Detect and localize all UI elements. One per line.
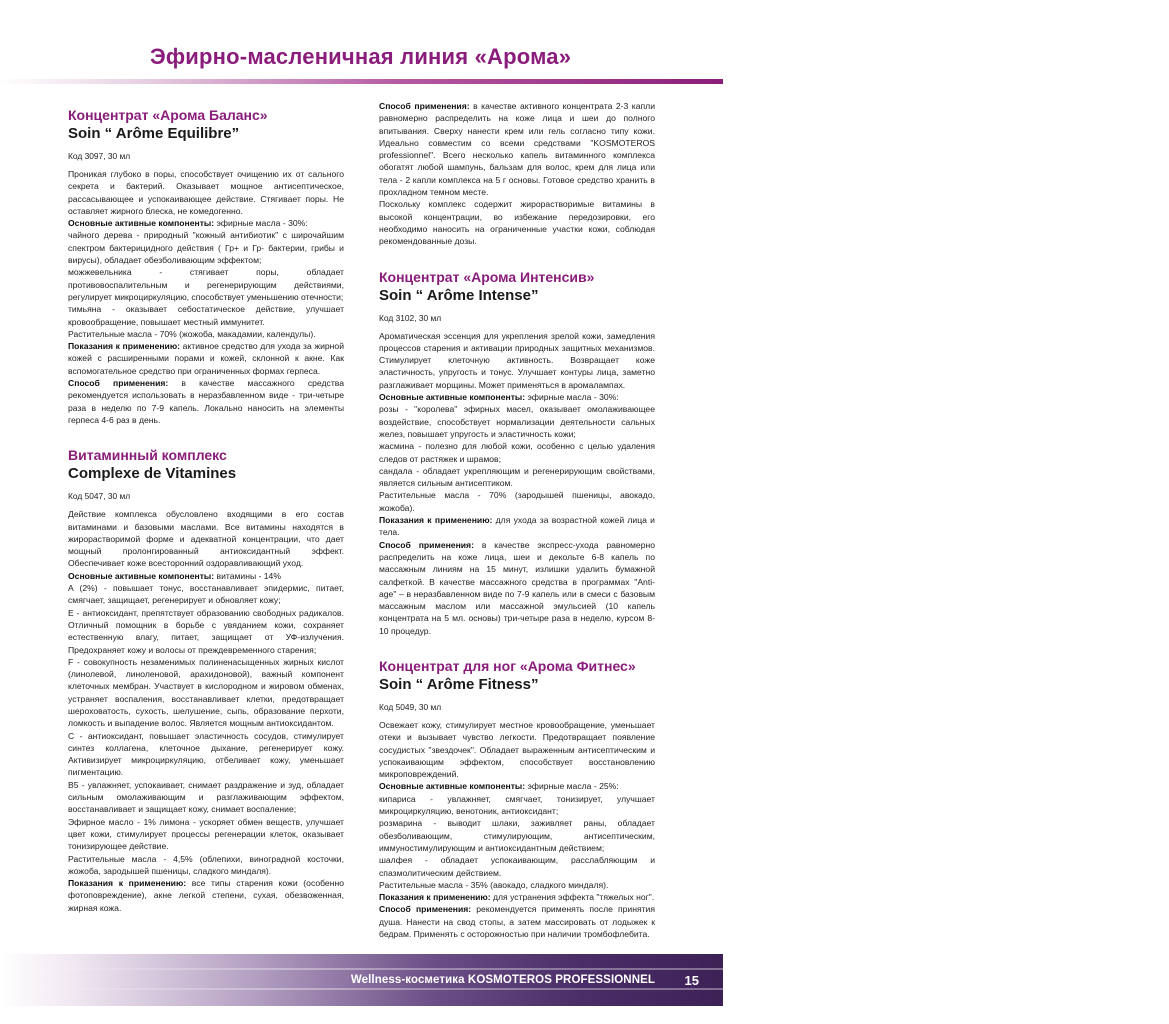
footer-banner xyxy=(0,954,723,1006)
paragraph-label: Основные активные компоненты: xyxy=(379,392,526,403)
paragraph-text: Действие комплекса обусловлено входящими в его состав витаминами и базовыми маслами. Все витамины находятся в жирорастворимой форме и адекватной концентрации, что дает мощный пролонгированный антиоксидантный эффект. Обеспечивает коже всесторонний оздоравливающий уход. xyxy=(68,509,344,569)
paragraph-text: эфирные масла - 30%: xyxy=(525,392,619,403)
paragraph-text: Растительные масла - 4,5% (облепихи, виноградной косточки, жожоба, зародышей пшеницы, сладкого миндаля). xyxy=(68,853,344,876)
paragraph-text: в качестве активного концентрата 2-3 капли равномерно распределить на коже лица и шеи до полного впитывания. Сверху нанести крем или гель согласно типу кожи. Идеально совместим со всеми средствами "KOSMOTEROS professionnel". Всего несколько капель витаминного комплекса обогатят любой шампунь, бальзам для волос, крем для лица или тела - 2 капли комплекса на 5 г основы. Готовое средство хранить в прохладном темном месте. xyxy=(379,101,655,198)
section-vitamin-complex xyxy=(68,446,344,914)
paragraph-text: для устранения эффекта "тяжелых ног". xyxy=(490,892,655,903)
body-paragraph xyxy=(379,100,655,198)
paragraph-label: Основные активные компоненты: xyxy=(68,218,215,229)
paragraph-text: витамины - 14% xyxy=(214,570,281,581)
body-paragraph xyxy=(68,816,344,853)
body-paragraph xyxy=(379,854,655,879)
body-paragraph xyxy=(68,328,344,340)
body-paragraph xyxy=(68,168,344,217)
body-paragraph xyxy=(379,903,655,940)
body-paragraph xyxy=(379,198,655,247)
product-code: Код 3097, 30 мл xyxy=(68,151,131,161)
paragraph-label: Показания к применению: xyxy=(68,341,181,352)
body-paragraph xyxy=(379,514,655,539)
paragraph-text: розы - "королева" эфирных масел, оказывает омолаживающее воздействие, способствует нормализации деятельности сальных желез, повышает упругость и эластичность кожи; xyxy=(379,404,655,439)
section-title-fr: Complexe de Vitamines xyxy=(68,465,237,483)
body-paragraph xyxy=(379,440,655,465)
paragraph-text: сандала - обладает укрепляющим и регенерирующим свойствами, является сильным антисептиком. xyxy=(379,465,655,489)
body-paragraph xyxy=(379,719,655,780)
page-number: 15 xyxy=(684,973,699,988)
body-paragraph xyxy=(379,330,655,391)
footer-wave xyxy=(0,968,723,970)
paragraph-text: в качестве массажного средства рекомендуется использовать в неразбавленном виде - три-четыре раза в неделю по 7-9 капель. Локально наносить на элементы герпеса 4-6 раз в день. xyxy=(68,378,344,425)
paragraph-text: в качестве экспресс-ухода равномерно распределить на коже лица, шеи и декольте 6-8 капель по массажным линиям на 15 минут, излишки удалить бумажной салфеткой. В качестве массажного средства в программах "Anti-age" – в неразбавленном виде по 7-9 капель или в смеси с базовым массажным маслом или массажной эмульсией (10 капель концентрата на 5 мл. основы) три-четыре раза в неделю, курсом 8-10 процедур. xyxy=(379,539,656,636)
paragraph-label: Способ применения: xyxy=(68,378,169,389)
paragraph-text: Растительные масла - 35% (авокадо, сладкого миндаля). xyxy=(379,879,609,890)
paragraph-label: Основные активные компоненты: xyxy=(379,781,526,792)
paragraph-label: Способ применения: xyxy=(379,101,470,111)
body-paragraph xyxy=(68,217,344,229)
body-paragraph xyxy=(68,877,344,914)
left-column xyxy=(68,100,344,934)
section-body xyxy=(379,330,655,637)
paragraph-text: Проникая глубоко в поры, способствует очищению их от сального секрета и бактерий. Оказывает мощное антисептическое, рассасывающее и успокаивающее действие. Стягивает поры. Не оставляет жирного блеска, не комедогенно. xyxy=(68,169,344,216)
paragraph-text: Ароматическая эссенция для укрепления зрелой кожи, замедления процессов старения и активации природных защитных механизмов. Стимулирует клеточную активность. Возвращает коже эластичность, упругость и тонус. Улучшает контуры лица, заметно разглаживает морщины. Может применяться в аромалампах. xyxy=(379,330,655,390)
section-title-ru: Концентрат «Арома Интенсив» xyxy=(379,268,595,285)
paragraph-text: Освежает кожу, стимулирует местное кровообращение, уменьшает отеки и вызывает чувство легкости. Предотвращает появление сосудистых "звездочек". Обладает выраженным антисептическим и успокаивающим эффектом, способствует восстановлению микроповреждений. xyxy=(379,719,655,780)
paragraph-text: Эфирное масло - 1% лимона - ускоряет обмен веществ, улучшает цвет кожи, стимулирует процессы регенерации клеток, оказывает тонизирующее действие. xyxy=(68,816,344,852)
body-paragraph xyxy=(379,793,655,818)
paragraph-text: можжевельника - стягивает поры, обладает противовоспалительным и регенерирующим действиями, регулирует микроциркуляцию, способствует уменьшению отечности; xyxy=(68,267,344,302)
paragraph-label: Основные активные компоненты: xyxy=(68,570,215,581)
right-column xyxy=(379,100,655,960)
body-paragraph xyxy=(68,266,344,303)
body-paragraph xyxy=(68,582,344,607)
paragraph-text: E - антиоксидант, препятствует образованию свободных радикалов. Отличный помощник в борьбе с увяданием кожи, сохраняет естественную влагу, питает, защищает от УФ-излучения. Предохраняет кожу и волосы от преждевременного старения; xyxy=(68,607,344,655)
body-paragraph xyxy=(379,879,655,891)
section-vitamin-complex-continued xyxy=(379,100,655,248)
paragraph-text: для ухода за возрастной кожей лица и тела. xyxy=(379,515,655,538)
section-body xyxy=(379,719,655,940)
body-paragraph xyxy=(379,539,655,637)
body-paragraph xyxy=(379,891,655,903)
body-paragraph xyxy=(68,340,344,377)
paragraph-label: Способ применения: xyxy=(379,904,472,915)
body-paragraph xyxy=(68,570,344,582)
body-paragraph xyxy=(68,656,344,730)
page-title: Эфирно-масленичная линия «Арома» xyxy=(150,44,572,69)
section-title-fr: Soin “ Arôme Equilibre” xyxy=(68,125,240,142)
paragraph-text: все типы старения кожи (особенно фотоповреждение), акне легкой степени, сухая, обезвоженная, жирная кожа. xyxy=(68,878,344,913)
paragraph-text: A (2%) - повышает тонус, восстанавливает эпидермис, питает, смягчает, защищает, регенерирует и обновляет кожу; xyxy=(68,583,344,606)
paragraph-text: кипариса - увлажняет, смягчает, тонизирует, улучшает микроциркуляцию, венотоник, антиоксидант; xyxy=(379,793,655,817)
body-paragraph xyxy=(379,780,655,792)
section-title-ru: Концентрат «Арома Баланс» xyxy=(68,107,268,123)
section-title-ru: Концентрат для ног «Арома Фитнес» xyxy=(379,657,636,674)
body-paragraph xyxy=(68,229,344,266)
paragraph-text: розмарина - выводит шлаки, заживляет раны, обладает обезболивающим, стимулирующим, антисептическим, иммуностимулирующим и антиоксидантным действием; xyxy=(379,818,655,853)
body-paragraph xyxy=(379,465,655,490)
body-paragraph xyxy=(379,489,655,514)
paragraph-text: чайного дерева - природный "кожный антибиотик" с широчайшим спектром бактерицидного действия ( Гр+ и Гр- бактерии, грибы и вирусы), обладает обезболивающим эффектом; xyxy=(68,230,344,266)
body-paragraph xyxy=(68,730,344,779)
body-paragraph xyxy=(68,607,344,656)
paragraph-text: рекомендуется применять после принятия душа. Нанести на свод стопы, а затем массировать от лодыжек к бедрам. Применять с осторожностью при наличии тромбофлебита. xyxy=(379,904,655,940)
paragraph-label: Способ применения: xyxy=(379,539,474,550)
title-divider xyxy=(0,79,723,84)
body-paragraph xyxy=(68,377,344,426)
product-code: Код 5047, 30 мл xyxy=(68,491,131,502)
paragraph-text: тимьяна - оказывает себостатическое действие, улучшает кровообращение, повышает местный иммунитет. xyxy=(68,304,344,327)
paragraph-text: эфирные масла - 25%: xyxy=(525,781,619,792)
body-paragraph xyxy=(68,508,344,569)
paragraph-text: шалфея - обладает успокаивающим, расслабляющим и спазмолитическим действием. xyxy=(379,855,655,878)
section-aroma-fitness xyxy=(379,657,655,940)
body-paragraph xyxy=(68,303,344,328)
body-paragraph xyxy=(379,403,655,440)
body-paragraph xyxy=(379,817,655,854)
paragraph-text: Растительные масла - 70% (зародышей пшеницы, авокадо, жожоба). xyxy=(379,490,655,513)
footer-wave xyxy=(0,988,723,990)
body-paragraph xyxy=(68,779,344,816)
paragraph-text: B5 - увлажняет, успокаивает, снимает раздражение и зуд, обладает сильным омолаживающим и разглаживающим эффектом, восстанавливает и защищает кожу, снимает воспаление; xyxy=(68,779,344,815)
product-code: Код 3102, 30 мл xyxy=(379,312,442,323)
section-body xyxy=(379,100,655,248)
paragraph-text: F - совокупность незаменимых полиненасыщенных жирных кислот (линолевой, линоленовой, арахидоновой), важный компонент клеточных мембран. Участвует в кислородном и жировом обменах, устраняет воспаления, восстанавливает клетки, предотвращает шероховатость, сухость, шелушение, сыпь, образование перхоти, ломкость и выпадение волос. Является мощным антиоксидантом. xyxy=(68,656,344,729)
product-code: Код 5049, 30 мл xyxy=(379,701,442,712)
section-body xyxy=(68,508,344,914)
paragraph-text: Поскольку комплекс содержит жирорастворимые витамины в высокой концентрации, во избежание передозировки, его необходимо наносить на ограниченные участки кожи, соблюдая рекомендованные дозы. xyxy=(379,199,655,247)
paragraph-text: жасмина - полезно для любой кожи, особенно с целью удаления следов от растяжек и шрамов; xyxy=(379,441,655,464)
section-title-fr: Soin “ Arôme Fitness” xyxy=(379,675,539,693)
body-paragraph xyxy=(379,391,655,403)
section-aroma-intense xyxy=(379,268,655,637)
paragraph-label: Показания к применению: xyxy=(379,892,491,903)
section-title-ru: Витаминный комплекс xyxy=(68,447,227,464)
section-title-fr: Soin “ Arôme Intense” xyxy=(379,286,539,304)
section-aroma-balance xyxy=(68,106,344,426)
body-paragraph xyxy=(68,853,344,878)
paragraph-text: эфирные масла - 30%: xyxy=(214,218,308,229)
paragraph-label: Показания к применению: xyxy=(68,878,187,889)
paragraph-text: активное средство для ухода за жирной кожей с расширенными порами и кожей, склонной к акне. Как вспомогательное средство при ограниченных формах герпеса. xyxy=(68,341,344,376)
paragraph-text: C - антиоксидант, повышает эластичность сосудов, стимулирует синтез коллагена, клеточное дыхание, регенерирует кожу. Активизирует микроциркуляцию, отбеливает кожу, уменьшает пигментацию. xyxy=(68,730,344,778)
paragraph-text: Растительные масла - 70% (жожоба, макадамии, календулы). xyxy=(68,328,316,339)
paragraph-label: Показания к применению: xyxy=(379,515,493,526)
section-body xyxy=(68,168,344,426)
footer-brand-text: Wellness-косметика KOSMOTEROS PROFESSIONNEL xyxy=(350,974,655,986)
